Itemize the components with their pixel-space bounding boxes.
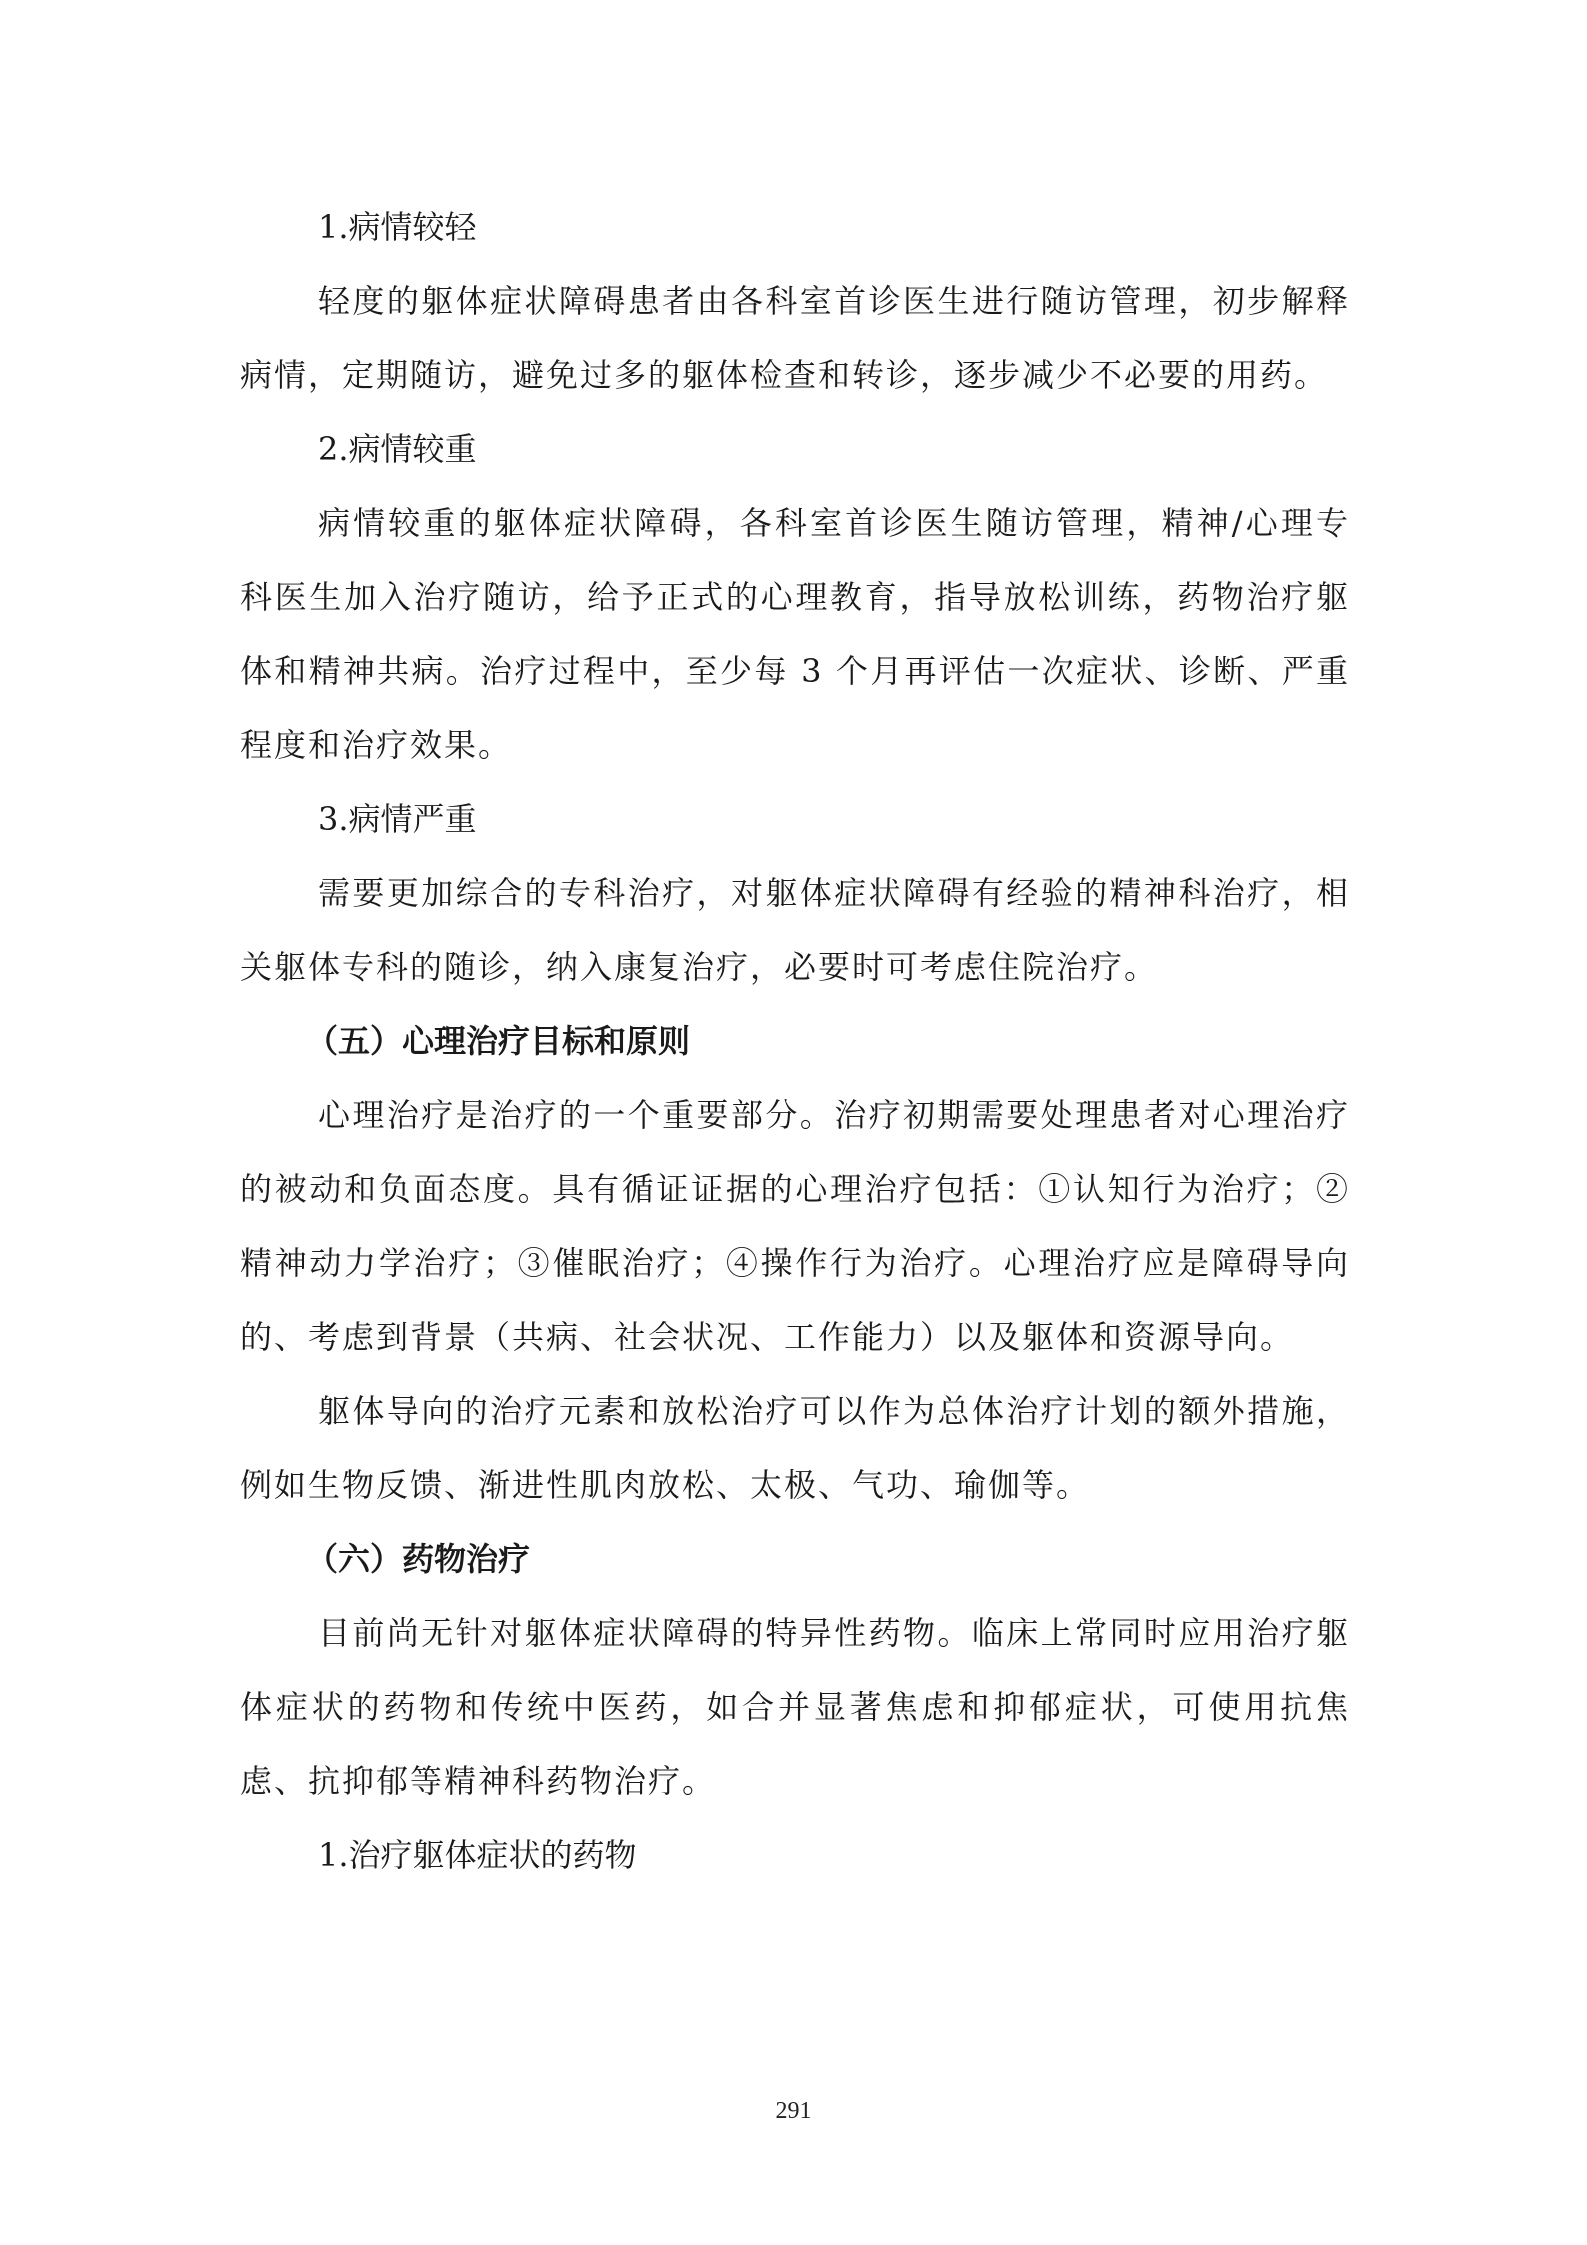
paragraph-mild: 轻度的躯体症状障碍患者由各科室首诊医生进行随访管理，初步解释病情，定期随访，避免过多的躯体检查和转诊，逐步减少不必要的用药。 bbox=[240, 282, 1350, 394]
body-text bbox=[240, 190, 1350, 1892]
subheading-mild: 1.病情较轻 bbox=[318, 208, 477, 246]
paragraph-psychotherapy: 心理治疗是治疗的一个重要部分。治疗初期需要处理患者对心理治疗的被动和负面态度。具有循证证据的心理治疗包括：①认知行为治疗；②精神动力学治疗；③催眠治疗；④操作行为治疗。心理治疗应是障碍导向的、考虑到背景（共病、社会状况、工作能力）以及躯体和资源导向。 bbox=[240, 1096, 1350, 1356]
paragraph-severe: 需要更加综合的专科治疗，对躯体症状障碍有经验的精神科治疗，相关躯体专科的随诊，纳入康复治疗，必要时可考虑住院治疗。 bbox=[240, 874, 1350, 986]
paragraph-medication: 目前尚无针对躯体症状障碍的特异性药物。临床上常同时应用治疗躯体症状的药物和传统中医药，如合并显著焦虑和抑郁症状，可使用抗焦虑、抗抑郁等精神科药物治疗。 bbox=[240, 1614, 1350, 1800]
section-heading-psychotherapy: （五）心理治疗目标和原则 bbox=[306, 1022, 691, 1060]
page-number: 291 bbox=[775, 2098, 812, 2124]
subheading-moderate: 2.病情较重 bbox=[318, 430, 477, 468]
subheading-somatic-drugs: 1.治疗躯体症状的药物 bbox=[318, 1836, 637, 1874]
section-heading-medication: （六）药物治疗 bbox=[306, 1540, 531, 1578]
paragraph-moderate: 病情较重的躯体症状障碍，各科室首诊医生随访管理，精神/心理专科医生加入治疗随访，给予正式的心理教育，指导放松训练，药物治疗躯体和精神共病。治疗过程中，至少每 3 个月再评估一次症状、诊断、严重程度和治疗效果。 bbox=[240, 504, 1350, 764]
paragraph-body-oriented: 躯体导向的治疗元素和放松治疗可以作为总体治疗计划的额外措施，例如生物反馈、渐进性肌肉放松、太极、气功、瑜伽等。 bbox=[240, 1392, 1350, 1504]
subheading-severe: 3.病情严重 bbox=[318, 800, 477, 838]
